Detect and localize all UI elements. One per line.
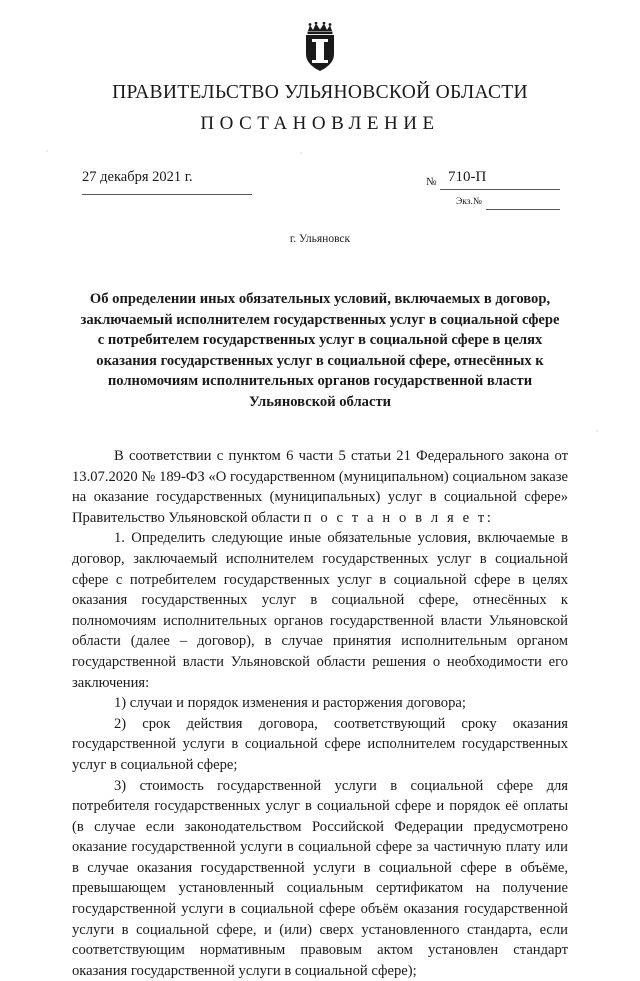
- copy-number-label: Экз.№: [456, 197, 482, 207]
- preamble-verb: п о с т а н о в л я е т:: [304, 510, 494, 526]
- document-number: 710-П: [448, 169, 486, 186]
- document-body: [72, 446, 568, 981]
- document-meta: [72, 169, 568, 215]
- scan-speck: [46, 150, 48, 152]
- date-underline: [82, 194, 252, 195]
- paragraph-item-1: 1. Определить следующие иные обязательные условия, включаемые в договор, заключаемый исполнителем государственных услуг в социальной сфере с потребителем государственных услуг в социальной сфере в целях оказания государственных услуг в социальной сфере, отнесённых к полномочиям исполнительных органов государственной власти Ульяновской области (далее – договор), в случае принятия исполнительным органом государственной власти Ульяновской области решения о необходимости его заключения:: [72, 528, 568, 693]
- paragraph-item-1-1: 1) случаи и порядок изменения и расторжения договора;: [72, 693, 568, 714]
- document-date: 27 декабря 2021 г.: [82, 169, 193, 186]
- ulyanovsk-oblast-coat-of-arms-icon: [298, 22, 342, 77]
- scan-speck: [300, 152, 302, 154]
- preamble-text: В соответствии с пунктом 6 части 5 статьи 21 Федерального закона от 13.07.2020 № 189-ФЗ «О государственном (муниципальном) социальном заказе на оказание государственных (муниципальных) услуг в социальной сфере» Правительство Ульяновской области: [72, 448, 568, 526]
- emblem-container: [72, 0, 568, 78]
- number-label: №: [426, 176, 437, 188]
- document-type: ПОСТАНОВЛЕНИЕ: [72, 113, 568, 135]
- paragraph-item-1-3: 3) стоимость государственной услуги в социальной сфере для потребителя государственных услуг в социальной сфере и порядок её оплаты (в случае если законодательством Российской Федерации предусмотрено оказание государственной услуги в социальной сфере за частичную плату или в случае оказания государственной услуги в социальной сфере в объёме, превышающем установленный социальным сертификатом на получение государственной услуги в социальной сфере объём оказания государственной услуги в социальной сфере, и (или) сверх установленного стандарта, если соответствующим нормативным правовым актом установлен стандарт оказания государственной услуги в социальной сфере);: [72, 776, 568, 981]
- document-number-block: [368, 169, 568, 191]
- copy-number-underline: [486, 209, 560, 210]
- document-subject: Об определении иных обязательных условий, включаемых в договор, заключаемый исполнителем государственных услуг в социальной сфере с потребителем государственных услуг в социальной сфере в целях оказания государственных услуг в социальной сфере, отнесённых к полномочиям исполнительных органов государственной власти Ульяновской области: [72, 289, 568, 412]
- city-label: г. Ульяновск: [72, 233, 568, 245]
- scan-speck: [70, 560, 72, 562]
- scan-speck: [596, 430, 598, 432]
- scan-speck: [340, 878, 342, 880]
- paragraph-item-1-2: 2) срок действия договора, соответствующий сроку оказания государственной услуги в социальной сфере исполнителем государственных услуг в социальной сфере;: [72, 714, 568, 776]
- paragraph-preamble: [72, 446, 568, 528]
- number-underline: [440, 189, 560, 190]
- page-title: ПРАВИТЕЛЬСТВО УЛЬЯНОВСКОЙ ОБЛАСТИ: [72, 82, 568, 104]
